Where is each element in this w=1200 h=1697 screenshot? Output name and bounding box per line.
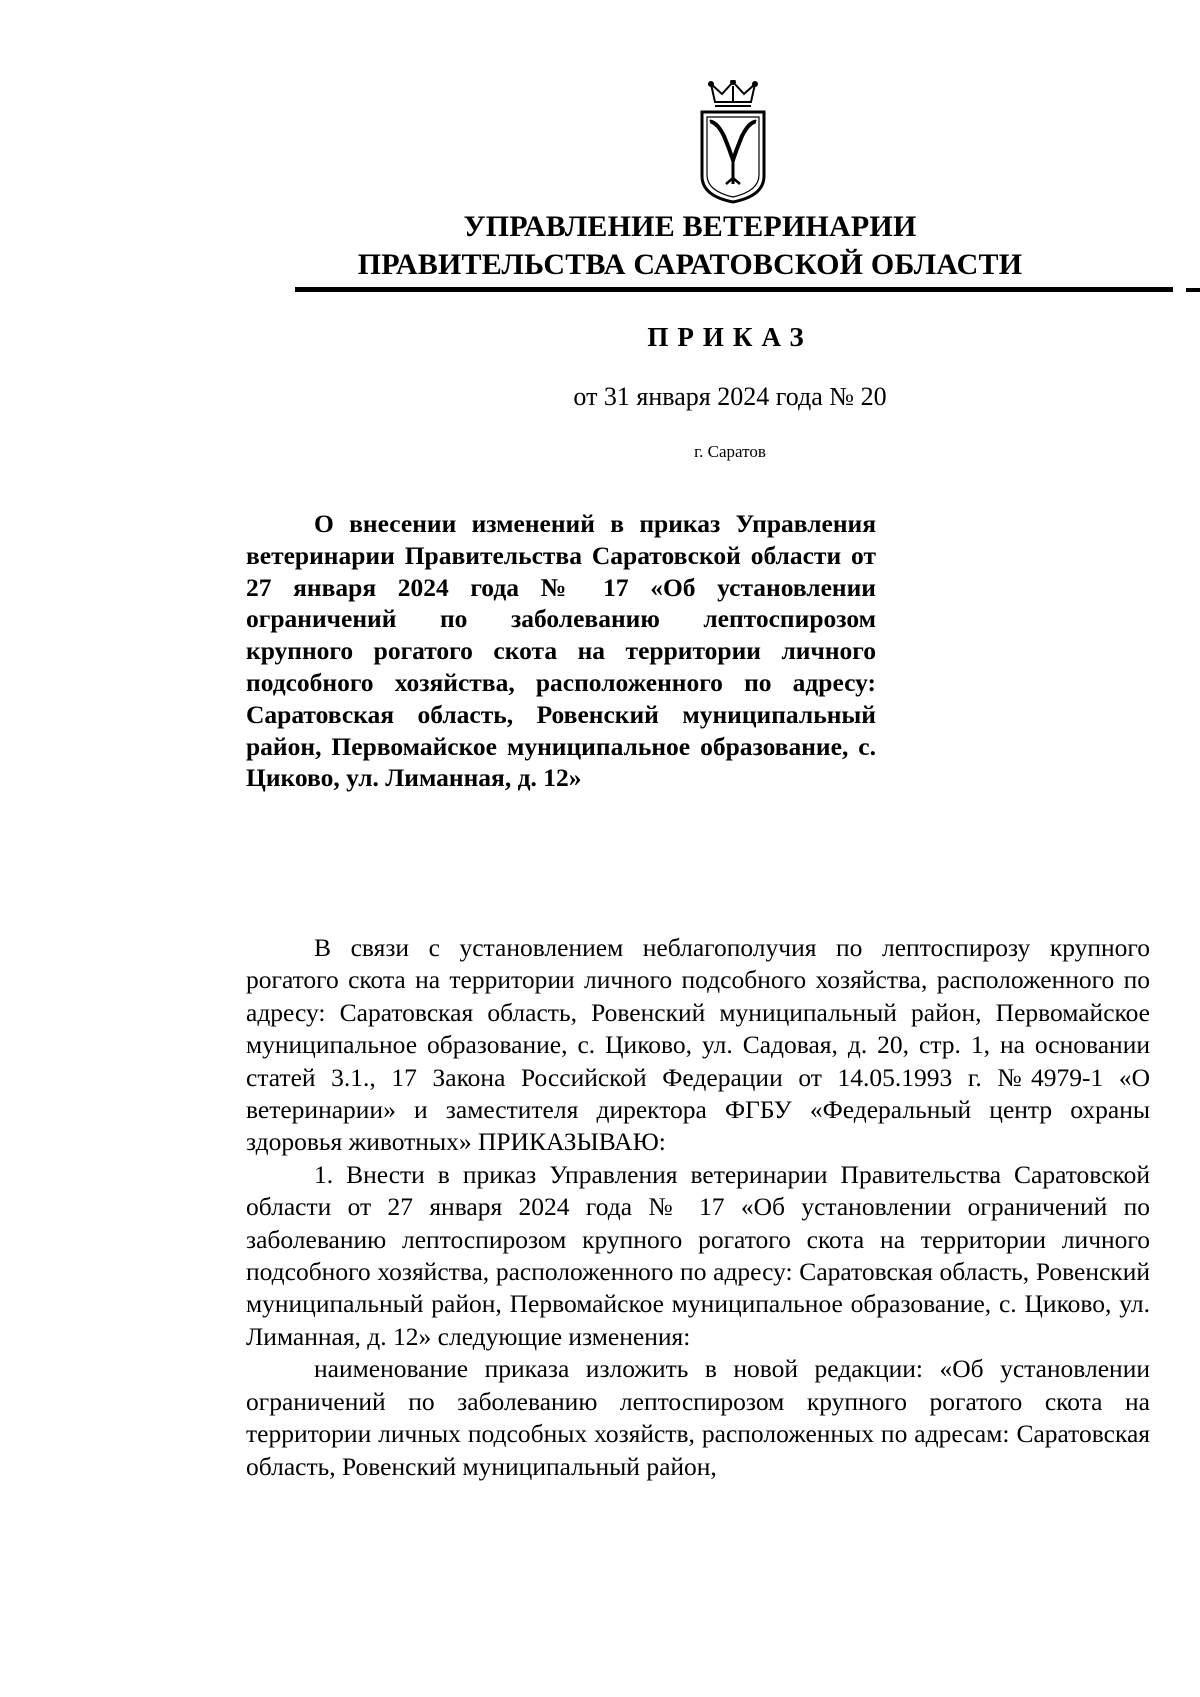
- organization-name-line-1: УПРАВЛЕНИЕ ВЕТЕРИНАРИИ: [463, 210, 917, 243]
- document-date-number: от 31 января 2024 года № 20: [573, 382, 887, 411]
- document-body: [246, 932, 1150, 1483]
- organization-name-line-2: ПРАВИТЕЛЬСТВА САРАТОВСКОЙ ОБЛАСТИ: [357, 248, 1023, 281]
- document-subject: О внесении изменений в приказ Управления ветеринарии Правительства Саратовской области от 27 января 2024 года № 17 «Об установлении ограничений по заболеванию лептоспирозом крупного рогатого скота на территории личного подсобного хозяйства, расположенного по адресу: Саратовская область, Ровенский муниципальный район, Первомайское муниципальное образование, с. Циково, ул. Лиманная, д. 12»: [246, 509, 876, 793]
- coat-of-arms-icon: [698, 80, 768, 204]
- header-divider-tail: [1186, 288, 1200, 292]
- document-type: ПРИКАЗ: [647, 322, 813, 352]
- body-paragraph-3: наименование приказа изложить в новой редакции: «Об установлении ограничений по заболеванию лептоспирозом крупного рогатого скота на территории личных подсобных хозяйств, расположенных по адресам: Саратовская область, Ровенский муниципальный район,: [246, 1354, 1150, 1481]
- header-divider: [295, 287, 1173, 292]
- body-paragraph-1: В связи с установлением неблагополучия по лептоспирозу крупного рогатого скота на территории личного подсобного хозяйства, расположенного по адресу: Саратовская область, Ровенский муниципальный район, Первомайское муниципальное образование, с. Циково, ул. Садовая, д. 20, стр. 1, на основании статей 3.1., 17 Закона Российской Федерации от 14.05.1993 г. №4979-1 «О ветеринарии» и заместителя директора ФГБУ «Федеральный центр охраны здоровья животных» ПРИКАЗЫВАЮ:: [246, 933, 1150, 1157]
- document-place: г. Саратов: [694, 442, 766, 461]
- body-paragraph-2: 1. Внести в приказ Управления ветеринарии Правительства Саратовской области от 27 января 2024 года № 17 «Об установлении ограничений по заболеванию лептоспирозом крупного рогатого скота на территории личного подсобного хозяйства, расположенного по адресу: Саратовская область, Ровенский муниципальный район, Первомайское муниципальное образование, с. Циково, ул. Лиманная, д. 12» следующие изменения:: [246, 1159, 1150, 1351]
- organization-name: [300, 208, 1080, 284]
